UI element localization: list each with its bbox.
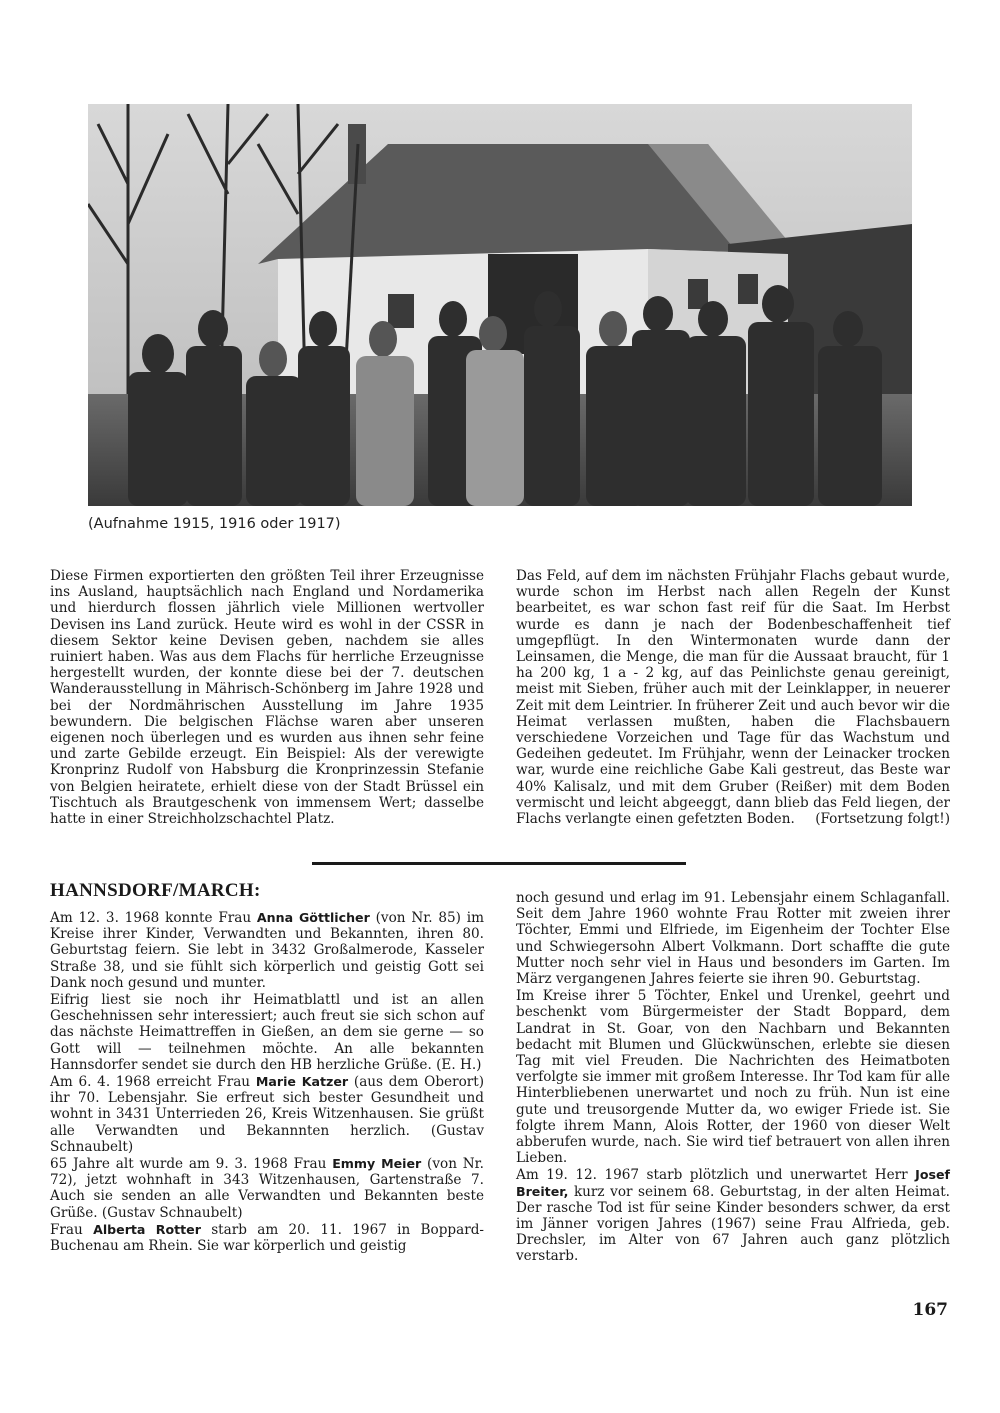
paragraph-text: Das Feld, auf dem im nächsten Frühjahr Flachs gebaut wurde, wurde schon im Herbst nach allen Regeln der Kunst bearbeitet, es war schon fast reif für die Saat. Im Herbst wurde es dann je nach der Bodenbeschaffenheit tief umgepflügt. In den Wintermonaten wurde dann der Leinsamen, die Menge, die man für die Aussaat braucht, für 1 ha 200 kg, 1 a - 2 kg, auf das Peinlichste genau gereinigt, meist mit Sieben, früher auch mit der Leinklapper, in neuerer Zeit mit dem Leintrier. In früherer Zeit und auch bevor wir die Heimat verlassen mußten, haben die Flachsbauern verschiedene Vorzeichen und Tage für das Wachstum und Gedeihen gedeutet. Im Frühjahr, wenn der Leinacker trocken war, wurde eine reichliche Gabe Kali gestreut, das Beste war 40% Kalisalz, und mit dem Gruber (Reißer) mit dem Boden vermischt und leicht abgeeggt, dann blieb das Feld liegen, der Flachs verlangte einen gefetzten Boden. xyxy=(516,568,950,828)
news-item: Am 12. 3. 1968 konnte Frau Anna Göttlicher (von Nr. 85) im Kreise ihrer Kinder, Verwandten und Bekannten, ihren 80. Geburtstag feiern. Sie lebt in 3432 Großalmerode, Kasseler Straße 38, und sie fühlt sich körperlich und geistig Gott sei Dank noch gesund und munter. xyxy=(50,910,484,991)
article-column-left xyxy=(50,568,484,827)
news-item: Eifrig liest sie noch ihr Heimatblattl und ist an allen Geschehnissen sehr interessiert; auch freut sie sich schon auf das nächste Heimattreffen in Gießen, an dem sie gerne — so Gott will — teilnehmen möchte. An alle bekannten Hannsdorfer sendet sie durch den HB herzliche Grüße. (E. H.) xyxy=(50,992,484,1073)
news-column-right xyxy=(516,890,950,1266)
news-item: 65 Jahre alt wurde am 9. 3. 1968 Frau Emmy Meier (von Nr. 72), jetzt wohnhaft in 343 Witzenhausen, Gartenstraße 7. Auch sie senden an alle Verwandten und Bekannten beste Grüße. (Gustav Schnaubelt) xyxy=(50,1156,484,1221)
page-number: 167 xyxy=(912,1300,948,1320)
news-column-left xyxy=(50,910,484,1255)
person-name: Alberta Rotter xyxy=(93,1221,201,1237)
news-item: noch gesund und erlag im 91. Lebensjahr einem Schlaganfall. Seit dem Jahre 1960 wohnte Frau Rotter mit zweien ihrer Töchter, Emmi und Elfriede, im Eigenheim der Tochter Else und Schwiegersohn Albert Volkmann. Dort schaffte die gute Mutter noch sehr viel in Haus und besonders im Garten. Im März vergangenen Jahres feierte sie ihren 90. Geburtstag. xyxy=(516,890,950,988)
news-item: Frau Alberta Rotter starb am 20. 11. 1967 in Boppard-Buchenau am Rhein. Sie war körperlich und geistig xyxy=(50,1221,484,1255)
continuation-note: (Fortsetzung folgt!) xyxy=(815,811,950,828)
photo-caption: (Aufnahme 1915, 1916 oder 1917) xyxy=(88,516,341,532)
historical-photograph xyxy=(88,104,912,506)
news-item: Am 19. 12. 1967 starb plötzlich und unerwartet Herr Josef Breiter, kurz vor seinem 68. Geburtstag, in der alten Heimat. Der rasche Tod ist für seine Kinder besonders schwer, da erst im Jänner vorigen Jahres (1967) seine Frau Alfrieda, geb. Drechsler, im Alter von 67 Jahren auch ganz plötzlich verstarb. xyxy=(516,1167,950,1265)
section-divider xyxy=(312,862,686,865)
section-heading: HANNSDORF/MARCH: xyxy=(50,880,261,901)
news-item: Am 6. 4. 1968 erreicht Frau Marie Katzer (aus dem Oberort) ihr 70. Lebensjahr. Sie erfreut sich bester Gesundheit und wohnt in 3431 Unterrieden 26, Kreis Witzenhausen. Sie grüßt alle Verwandten und Bekannnten herzlich. (Gustav Schnaubelt) xyxy=(50,1074,485,1155)
person-name: Josef Breiter, xyxy=(516,1167,950,1199)
person-name: Anna Göttlicher xyxy=(256,910,370,925)
article-column-right xyxy=(516,568,950,827)
photo-illustration xyxy=(88,104,912,506)
paragraph: Diese Firmen exportierten den größten Teil ihrer Erzeugnisse ins Ausland, hauptsächlich nach England und Nordamerika und hierdurch flossen jährlich viele Millionen wertvoller Devisen ins Land zurück. Heute wird es wohl in der CSSR in diesem Sektor keine Devisen geben, nachdem sie alles ruiniert haben. Was aus dem Flachs für herrliche Erzeugnisse hergestellt wurden, der konnte diese bei der 7. deutschen Wanderausstellung in Mährisch-Schönberg im Jahre 1928 und bei der Nordmährischen Ausstellung im Jahre 1935 bewundern. Die belgischen Flächse waren aber unseren eigenen noch überlegen und es wurden aus ihnen sehr feine und zarte Gebilde erzeugt. Ein Beispiel: Als der verewigte Kronprinz Rudolf von Habsburg die Kronprinzessin Stefanie von Belgien heiratete, erhielt diese von der Stadt Brüssel ein Tischtuch als Brautgeschenk von immensem Wert; dasselbe hatte in einer Streichholzschachtel Platz. xyxy=(50,568,484,828)
person-name: Emmy Meier xyxy=(332,1156,422,1172)
paragraph xyxy=(516,568,950,827)
person-name: Marie Katzer xyxy=(255,1074,349,1090)
news-item: Im Kreise ihrer 5 Töchter, Enkel und Urenkel, geehrt und beschenkt vom Bürgermeister der Stadt Boppard, dem Landrat in St. Goar, von den Nachbarn und Bekannten bedacht mit Blumen und Glückwünschen, erlebte sie diesen Tag mit viel Freuden. Die Nachrichten des Heimatboten verfolgte sie immer mit großem Interesse. Ihr Tod kam für alle Hinterbliebenen unerwartet und noch zu früh. Nun ist eine gute und treusorgende Mutter da, wo ewiger Friede ist. Sie folgte ihrem Mann, Alois Rotter, der 1960 von dieser Welt abberufen wurde, nach. Sie wird tief betrauert von allen ihren Lieben. xyxy=(516,988,950,1167)
